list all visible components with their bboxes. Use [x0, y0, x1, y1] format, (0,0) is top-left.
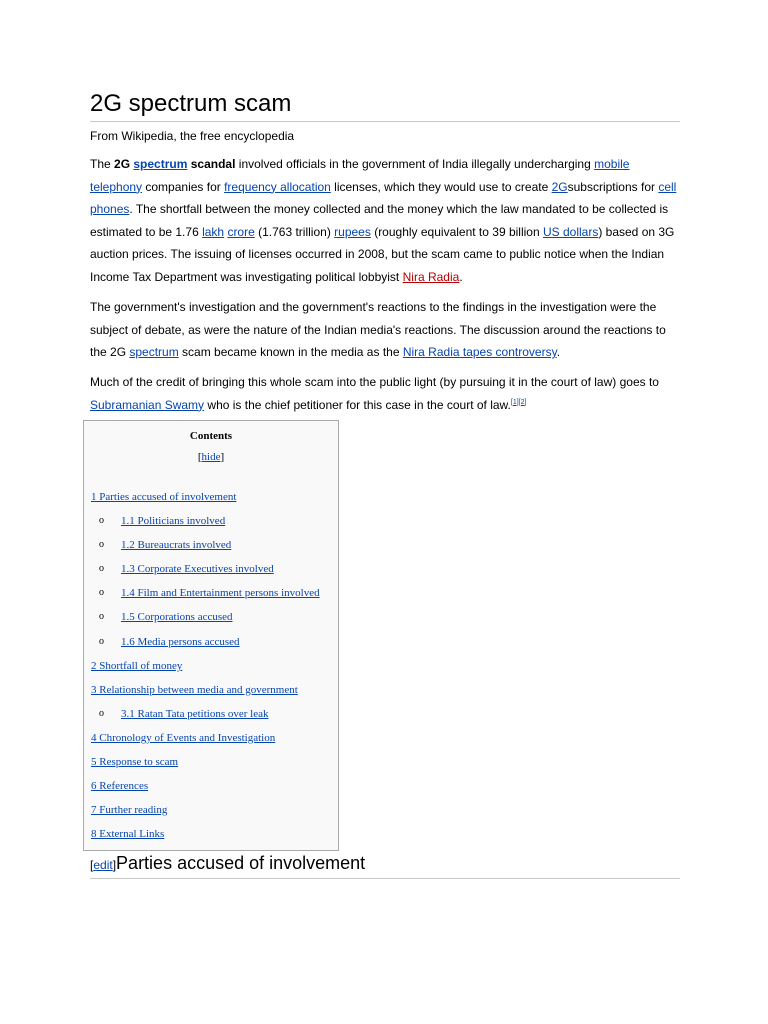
toc-link[interactable]: 7 Further reading — [91, 804, 168, 817]
toc-link[interactable]: 8 External Links — [91, 828, 165, 841]
bullet-icon: o — [99, 611, 104, 623]
toc-link[interactable]: 5 Response to scam — [91, 756, 179, 769]
toc-item — [84, 515, 320, 539]
toc-item — [84, 708, 320, 732]
toc-item — [84, 660, 320, 684]
toc-link[interactable]: 3.1 Ratan Tata petitions over leak — [121, 707, 269, 720]
edit-bracket-close: ] — [112, 858, 117, 872]
nira-radia-tapes-link[interactable]: Nira Radia tapes controversy — [402, 345, 557, 359]
toc-link[interactable]: 1.2 Bureaucrats involved — [121, 539, 232, 552]
nira-radia-link[interactable]: Nira Radia — [402, 269, 460, 284]
toc-link[interactable]: 3 Relationship between media and government — [91, 683, 298, 696]
page-title: 2G spectrum scam — [90, 88, 680, 122]
toc-link[interactable]: 2 Shortfall of money — [91, 659, 183, 672]
frequency-allocation-link[interactable]: frequency allocation — [224, 179, 331, 194]
toc-link[interactable]: 6 References — [91, 780, 149, 793]
bullet-icon: o — [99, 563, 104, 575]
bullet-icon: o — [99, 707, 104, 719]
toc-item — [84, 491, 320, 515]
toc-item — [84, 780, 320, 804]
edit-bracket-open: [ — [90, 858, 94, 872]
page-subtitle: From Wikipedia, the free encyclopedia — [90, 129, 295, 143]
toc-link[interactable]: 1.1 Politicians involved — [121, 515, 226, 528]
toc-link[interactable]: 1.4 Film and Entertainment persons involved — [121, 587, 320, 600]
2g-link[interactable]: 2G — [551, 179, 568, 194]
toc-link[interactable]: 4 Chronology of Events and Investigation — [91, 731, 276, 744]
spectrum-link[interactable]: spectrum — [133, 157, 188, 171]
us-dollars-link[interactable]: US dollars — [542, 224, 599, 239]
bullet-icon: o — [99, 515, 104, 527]
toc-item — [84, 828, 320, 852]
subramanian-swamy-link[interactable]: Subramanian Swamy — [90, 397, 205, 412]
toc-item — [84, 587, 320, 611]
investigation-paragraph: The government's investigation and the government's reactions to the findings in the investigation were the subject of debate, as were the nature of the Indian media's reactions. The discussion around the reactions to the 2G spectrum scam became known in the media as the Nira Radia tapes controversy. — [90, 300, 666, 359]
toc-title: Contents — [189, 430, 233, 442]
rupees-link[interactable]: rupees — [334, 224, 371, 239]
toc-item — [84, 684, 320, 708]
reference-link[interactable]: [1][2] — [510, 398, 527, 406]
toc-link[interactable]: 1.5 Corporations accused — [121, 611, 233, 624]
toc-hide-toggle: [hide] — [197, 451, 225, 463]
toc-item — [84, 804, 320, 828]
spectrum-link-2[interactable]: spectrum — [129, 345, 179, 359]
intro-paragraph: The 2G spectrum scandal involved officials in the government of India illegally undercharging mobile telephony companies for frequency allocation licenses, which they would use to create 2Gsubscriptions for cell phones. The shortfall between the money collected and the money which the law mandated to be collected is estimated to be 1.76 lakh crore (1.763 trillion) rupees (roughly equivalent to 39 billion US dollars) based on 3G auction prices. The issuing of licenses occurred in 2008, but the scam came to public notice when the Indian Income Tax Department was investigating political lobbyist Nira Radia. — [90, 157, 677, 284]
toc-item — [84, 611, 320, 635]
section-heading — [90, 852, 680, 879]
mobile-telephony-link[interactable]: mobile telephony — [90, 157, 630, 194]
edit-link[interactable]: edit — [93, 858, 113, 872]
lakh-link[interactable]: lakh — [202, 224, 225, 239]
credit-paragraph: Much of the credit of bringing this whole scam into the public light (by pursuing it in the court of law) goes to Subramanian Swamy who is the chief petitioner for this case in the court of law.[1][2] — [90, 375, 659, 412]
toc-item — [84, 636, 320, 660]
toc-item — [84, 732, 320, 756]
table-of-contents — [83, 420, 339, 851]
toc-list — [84, 491, 320, 852]
bullet-icon: o — [99, 539, 104, 551]
toc-item — [84, 563, 320, 587]
section-heading-text: Parties accused of involvement — [116, 853, 366, 873]
cell-phones-link[interactable]: cell phones — [90, 179, 677, 216]
bullet-icon: o — [99, 635, 104, 647]
bullet-icon: o — [99, 587, 104, 599]
toc-link[interactable]: 1.3 Corporate Executives involved — [121, 563, 274, 576]
toc-item — [84, 756, 320, 780]
toc-link[interactable]: 1.6 Media persons accused — [121, 635, 240, 648]
toc-item — [84, 539, 320, 563]
toc-link[interactable]: 1 Parties accused of involvement — [91, 491, 237, 503]
toc-hide-button[interactable]: hide — [201, 451, 221, 463]
crore-link[interactable]: crore — [227, 224, 255, 239]
